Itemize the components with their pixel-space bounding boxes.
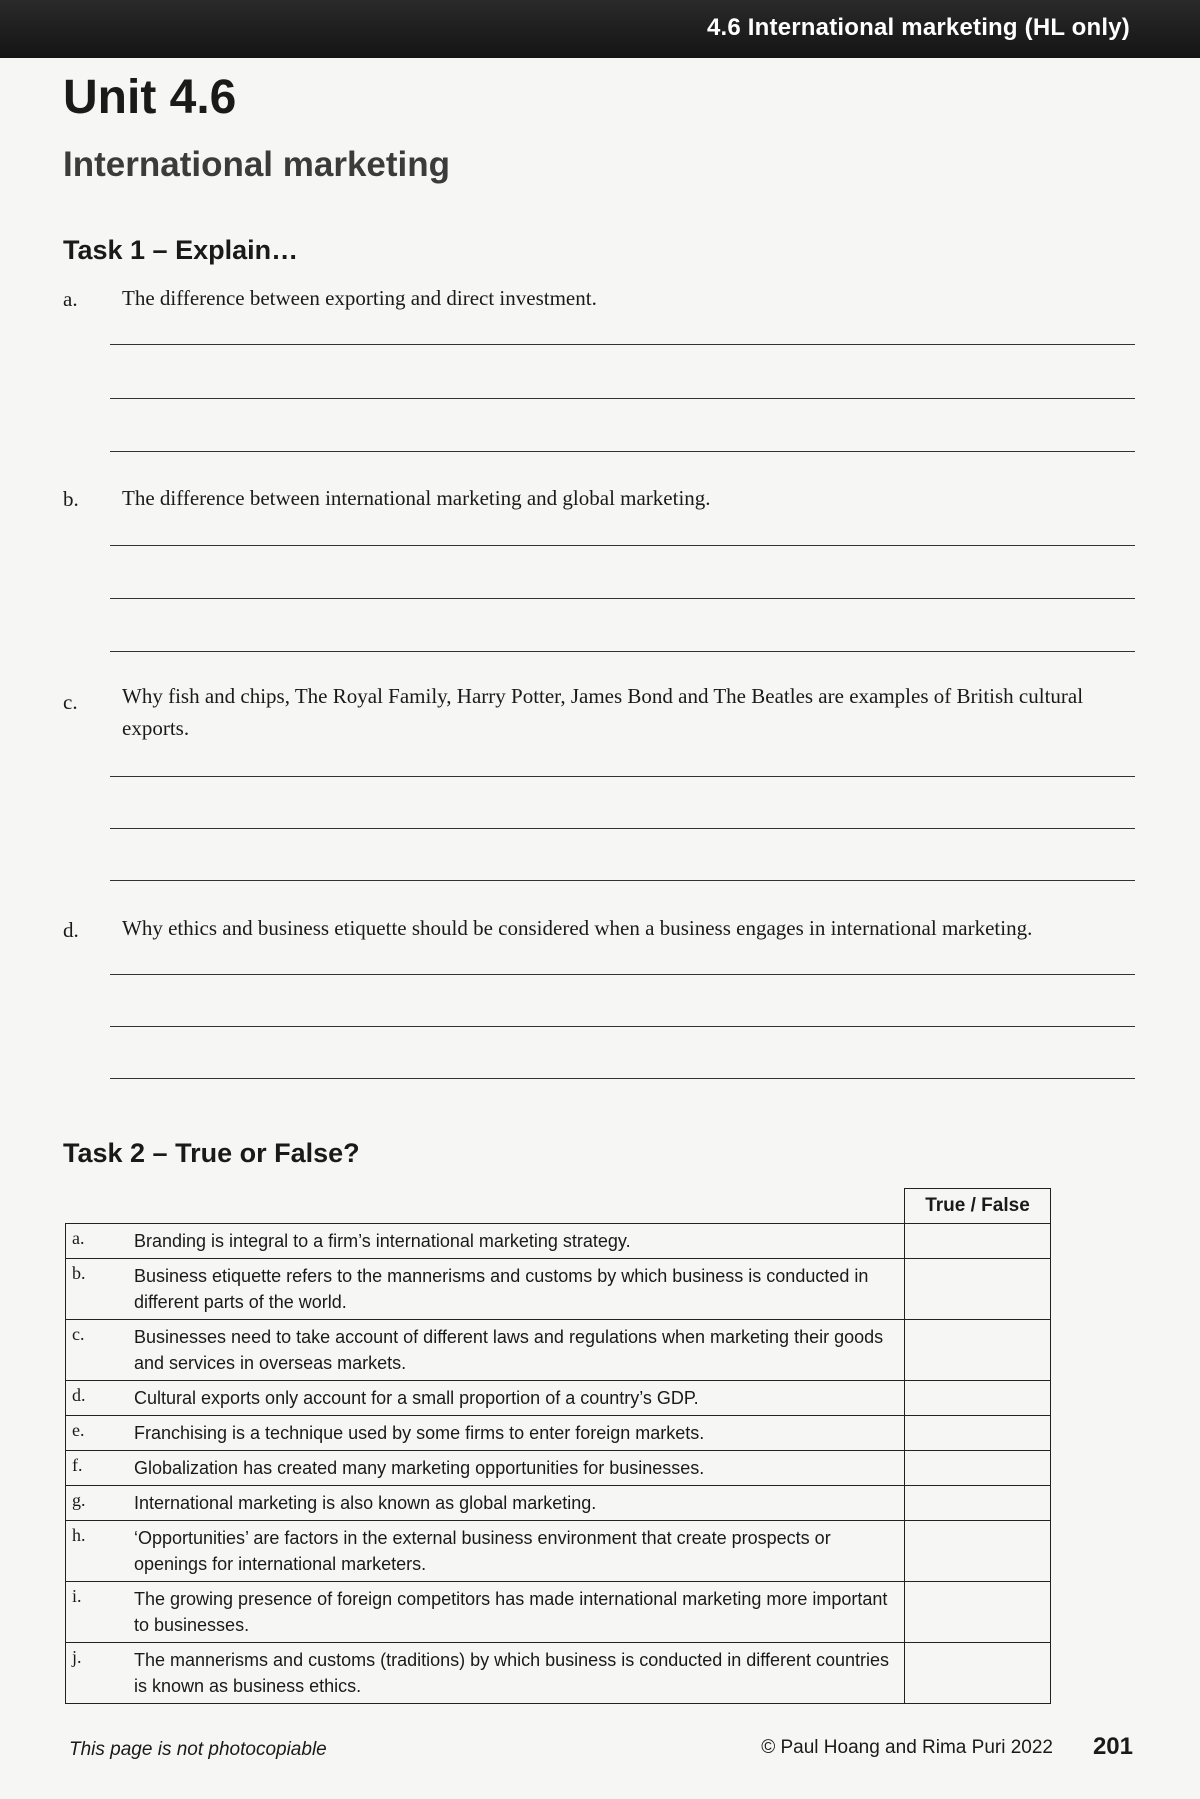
row-letter: b. — [66, 1259, 121, 1320]
table-row — [66, 1320, 1051, 1381]
row-letter: j. — [66, 1643, 121, 1704]
answer-line[interactable] — [110, 398, 1135, 399]
row-letter: i. — [66, 1582, 121, 1643]
question-c-text: Why fish and chips, The Royal Family, Harry Potter, James Bond and The Beatles are examples of British cultural exports. — [122, 684, 1084, 740]
true-false-answer-cell[interactable] — [905, 1486, 1051, 1521]
answer-line[interactable] — [110, 974, 1135, 975]
question-c-letter: c. — [63, 690, 78, 714]
answer-line[interactable] — [110, 344, 1135, 345]
true-false-answer-cell[interactable] — [905, 1643, 1051, 1704]
section-title: 4.6 International marketing (HL only) — [706, 14, 1130, 41]
table-row — [66, 1486, 1051, 1521]
answer-line[interactable] — [110, 880, 1135, 881]
table-row — [66, 1381, 1051, 1416]
table-row — [66, 1416, 1051, 1451]
true-false-answer-cell[interactable] — [905, 1320, 1051, 1381]
row-letter: f. — [66, 1451, 121, 1486]
row-letter: c. — [66, 1320, 121, 1381]
true-false-answer-cell[interactable] — [905, 1416, 1051, 1451]
row-statement: Franchising is a technique used by some firms to enter foreign markets. — [120, 1416, 905, 1451]
answer-line[interactable] — [110, 1078, 1135, 1079]
row-statement: Cultural exports only account for a small proportion of a country’s GDP. — [120, 1381, 905, 1416]
row-statement: Globalization has created many marketing opportunities for businesses. — [120, 1451, 905, 1486]
row-statement: ‘Opportunities’ are factors in the external business environment that create prospects or openings for international marketers. — [120, 1521, 905, 1582]
row-statement: Businesses need to take account of different laws and regulations when marketing their goods and services in overseas markets. — [120, 1320, 905, 1381]
table-row — [66, 1259, 1051, 1320]
true-false-column-header: True / False — [905, 1189, 1051, 1224]
question-d-letter: d. — [63, 918, 79, 942]
task1-heading: Task 1 – Explain… — [63, 235, 299, 265]
unit-title: Unit 4.6 — [63, 71, 237, 124]
true-false-answer-cell[interactable] — [905, 1381, 1051, 1416]
true-false-answer-cell[interactable] — [905, 1582, 1051, 1643]
question-a-text: The difference between exporting and direct investment. — [122, 286, 597, 310]
row-letter: d. — [66, 1381, 121, 1416]
question-a-letter: a. — [63, 287, 78, 311]
row-letter: g. — [66, 1486, 121, 1521]
row-statement: Business etiquette refers to the mannerisms and customs by which business is conducted in different parts of the world. — [120, 1259, 905, 1320]
true-false-answer-cell[interactable] — [905, 1521, 1051, 1582]
row-letter: a. — [66, 1224, 121, 1259]
photocopy-notice: This page is not photocopiable — [69, 1739, 327, 1760]
answer-line[interactable] — [110, 545, 1135, 546]
question-d-text: Why ethics and business etiquette should be considered when a business engages in international marketing. — [122, 916, 1033, 940]
row-statement: International marketing is also known as global marketing. — [120, 1486, 905, 1521]
task2-heading: Task 2 – True or False? — [63, 1138, 360, 1168]
answer-line[interactable] — [110, 828, 1135, 829]
question-b-letter: b. — [63, 487, 79, 511]
page-number: 201 — [1092, 1733, 1133, 1760]
answer-line[interactable] — [110, 1026, 1135, 1027]
copyright-notice: © Paul Hoang and Rima Puri 2022 — [761, 1737, 1053, 1758]
row-statement: The mannerisms and customs (traditions) by which business is conducted in different countries is known as business ethics. — [120, 1643, 905, 1704]
true-false-answer-cell[interactable] — [905, 1224, 1051, 1259]
row-statement: The growing presence of foreign competitors has made international marketing more important to businesses. — [120, 1582, 905, 1643]
row-statement: Branding is integral to a firm’s international marketing strategy. — [120, 1224, 905, 1259]
answer-line[interactable] — [110, 776, 1135, 777]
table-row — [66, 1224, 1051, 1259]
table-row — [66, 1582, 1051, 1643]
unit-subtitle: International marketing — [63, 145, 451, 184]
table-row — [66, 1643, 1051, 1704]
true-false-answer-cell[interactable] — [905, 1451, 1051, 1486]
table-row — [66, 1451, 1051, 1486]
true-false-table — [65, 1188, 1051, 1704]
answer-line[interactable] — [110, 598, 1135, 599]
table-row — [66, 1521, 1051, 1582]
question-b-text: The difference between international marketing and global marketing. — [122, 486, 711, 510]
section-header-bar — [0, 0, 1200, 58]
true-false-answer-cell[interactable] — [905, 1259, 1051, 1320]
row-letter: h. — [66, 1521, 121, 1582]
answer-line[interactable] — [110, 451, 1135, 452]
row-letter: e. — [66, 1416, 121, 1451]
table-header-blank — [66, 1189, 905, 1224]
answer-line[interactable] — [110, 651, 1135, 652]
